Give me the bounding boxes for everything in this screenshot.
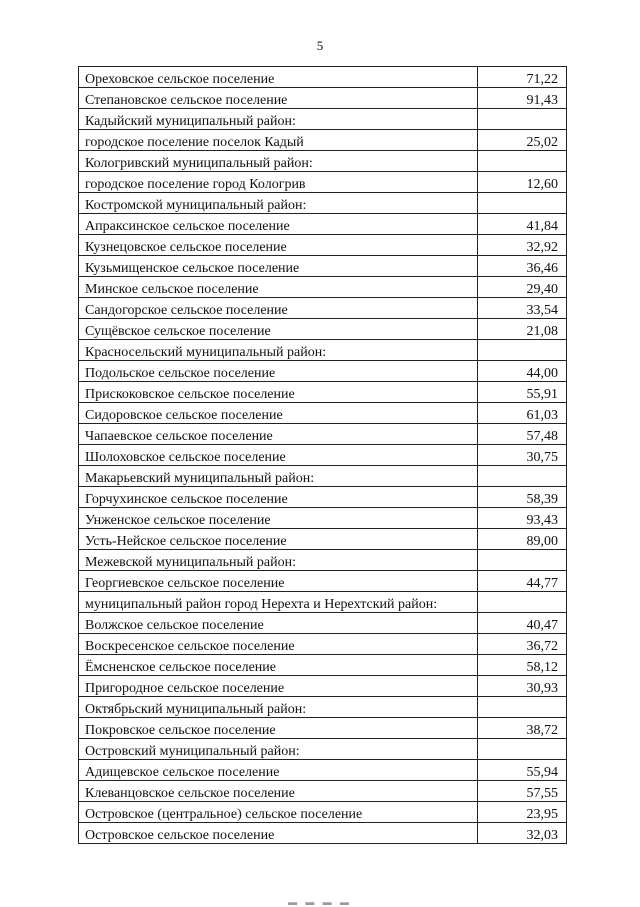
page-number: 5 bbox=[316, 38, 324, 53]
row-name-cell: Минское сельское поселение bbox=[79, 277, 478, 298]
footer-scan-mark: ▬ ▬ ▬ ▬ bbox=[288, 897, 352, 907]
table-row bbox=[79, 634, 567, 655]
row-name-cell: Покровское сельское поселение bbox=[79, 718, 478, 739]
row-name-cell: муниципальный район город Нерехта и Нерехтский район: bbox=[79, 592, 478, 613]
row-name-cell: Апраксинское сельское поселение bbox=[79, 214, 478, 235]
row-value-cell: 93,43 bbox=[478, 508, 567, 529]
row-value-cell: 29,40 bbox=[478, 277, 567, 298]
row-name-cell: Адищевское сельское поселение bbox=[79, 760, 478, 781]
row-value-cell: 55,94 bbox=[478, 760, 567, 781]
row-name-cell: городское поселение город Кологрив bbox=[79, 172, 478, 193]
table-row bbox=[79, 823, 567, 844]
row-value-cell: 57,55 bbox=[478, 781, 567, 802]
table-row bbox=[79, 109, 567, 130]
table-row bbox=[79, 592, 567, 613]
table-row bbox=[79, 214, 567, 235]
row-value-cell: 41,84 bbox=[478, 214, 567, 235]
row-value-cell bbox=[478, 739, 567, 760]
table-row bbox=[79, 340, 567, 361]
row-value-cell: 57,48 bbox=[478, 424, 567, 445]
row-value-cell: 71,22 bbox=[478, 67, 567, 88]
table-row bbox=[79, 277, 567, 298]
table-row bbox=[79, 67, 567, 88]
table-row bbox=[79, 382, 567, 403]
table-row bbox=[79, 424, 567, 445]
settlements-table bbox=[78, 66, 567, 844]
row-value-cell bbox=[478, 151, 567, 172]
row-name-cell: Островский муниципальный район: bbox=[79, 739, 478, 760]
row-value-cell: 89,00 bbox=[478, 529, 567, 550]
table-row bbox=[79, 172, 567, 193]
row-name-cell: Чапаевское сельское поселение bbox=[79, 424, 478, 445]
row-name-cell: Горчухинское сельское поселение bbox=[79, 487, 478, 508]
row-name-cell: Межевской муниципальный район: bbox=[79, 550, 478, 571]
row-name-cell: Октябрьский муниципальный район: bbox=[79, 697, 478, 718]
row-value-cell bbox=[478, 592, 567, 613]
row-name-cell: Островское (центральное) сельское поселение bbox=[79, 802, 478, 823]
row-value-cell: 44,00 bbox=[478, 361, 567, 382]
row-value-cell: 21,08 bbox=[478, 319, 567, 340]
table-row bbox=[79, 319, 567, 340]
row-value-cell bbox=[478, 193, 567, 214]
row-value-cell: 12,60 bbox=[478, 172, 567, 193]
table-row bbox=[79, 88, 567, 109]
table-row bbox=[79, 781, 567, 802]
table-row bbox=[79, 613, 567, 634]
table-row bbox=[79, 529, 567, 550]
table-row bbox=[79, 361, 567, 382]
table-row bbox=[79, 403, 567, 424]
row-name-cell: городское поселение поселок Кадый bbox=[79, 130, 478, 151]
table-row bbox=[79, 235, 567, 256]
row-name-cell: Красносельский муниципальный район: bbox=[79, 340, 478, 361]
row-name-cell: Волжское сельское поселение bbox=[79, 613, 478, 634]
row-value-cell: 38,72 bbox=[478, 718, 567, 739]
row-name-cell: Островское сельское поселение bbox=[79, 823, 478, 844]
row-name-cell: Сандогорское сельское поселение bbox=[79, 298, 478, 319]
table-row bbox=[79, 130, 567, 151]
table-row bbox=[79, 697, 567, 718]
row-value-cell: 32,03 bbox=[478, 823, 567, 844]
row-name-cell: Пригородное сельское поселение bbox=[79, 676, 478, 697]
table-row bbox=[79, 151, 567, 172]
row-name-cell: Кузьмищенское сельское поселение bbox=[79, 256, 478, 277]
row-name-cell: Сидоровское сельское поселение bbox=[79, 403, 478, 424]
row-name-cell: Ореховское сельское поселение bbox=[79, 67, 478, 88]
table-row bbox=[79, 550, 567, 571]
row-name-cell: Степановское сельское поселение bbox=[79, 88, 478, 109]
row-value-cell bbox=[478, 340, 567, 361]
row-value-cell: 91,43 bbox=[478, 88, 567, 109]
row-name-cell: Ёмсненское сельское поселение bbox=[79, 655, 478, 676]
row-value-cell: 30,75 bbox=[478, 445, 567, 466]
row-name-cell: Подольское сельское поселение bbox=[79, 361, 478, 382]
row-value-cell bbox=[478, 109, 567, 130]
table-row bbox=[79, 466, 567, 487]
row-value-cell: 40,47 bbox=[478, 613, 567, 634]
row-name-cell: Георгиевское сельское поселение bbox=[79, 571, 478, 592]
row-name-cell: Воскресенское сельское поселение bbox=[79, 634, 478, 655]
row-value-cell bbox=[478, 697, 567, 718]
row-name-cell: Шолоховское сельское поселение bbox=[79, 445, 478, 466]
row-name-cell: Кузнецовское сельское поселение bbox=[79, 235, 478, 256]
table-row bbox=[79, 193, 567, 214]
table-row bbox=[79, 256, 567, 277]
row-name-cell: Кологривский муниципальный район: bbox=[79, 151, 478, 172]
table-row bbox=[79, 802, 567, 823]
row-name-cell: Макарьевский муниципальный район: bbox=[79, 466, 478, 487]
table-row bbox=[79, 676, 567, 697]
table-row bbox=[79, 718, 567, 739]
row-value-cell: 33,54 bbox=[478, 298, 567, 319]
row-value-cell: 25,02 bbox=[478, 130, 567, 151]
row-name-cell: Прискоковское сельское поселение bbox=[79, 382, 478, 403]
row-value-cell: 44,77 bbox=[478, 571, 567, 592]
row-value-cell: 58,12 bbox=[478, 655, 567, 676]
row-value-cell bbox=[478, 550, 567, 571]
row-value-cell: 36,46 bbox=[478, 256, 567, 277]
row-value-cell: 30,93 bbox=[478, 676, 567, 697]
table-row bbox=[79, 508, 567, 529]
table-row bbox=[79, 760, 567, 781]
table-body bbox=[79, 67, 567, 844]
table-row bbox=[79, 445, 567, 466]
row-value-cell: 32,92 bbox=[478, 235, 567, 256]
row-value-cell: 58,39 bbox=[478, 487, 567, 508]
row-name-cell: Сущёвское сельское поселение bbox=[79, 319, 478, 340]
row-value-cell bbox=[478, 466, 567, 487]
row-name-cell: Кадыйский муниципальный район: bbox=[79, 109, 478, 130]
row-value-cell: 61,03 bbox=[478, 403, 567, 424]
row-value-cell: 36,72 bbox=[478, 634, 567, 655]
table-row bbox=[79, 571, 567, 592]
row-value-cell: 55,91 bbox=[478, 382, 567, 403]
table-row bbox=[79, 298, 567, 319]
row-name-cell: Унженское сельское поселение bbox=[79, 508, 478, 529]
table-row bbox=[79, 739, 567, 760]
table-row bbox=[79, 487, 567, 508]
row-name-cell: Клеванцовское сельское поселение bbox=[79, 781, 478, 802]
row-name-cell: Усть-Нейское сельское поселение bbox=[79, 529, 478, 550]
table-row bbox=[79, 655, 567, 676]
row-name-cell: Костромской муниципальный район: bbox=[79, 193, 478, 214]
row-value-cell: 23,95 bbox=[478, 802, 567, 823]
